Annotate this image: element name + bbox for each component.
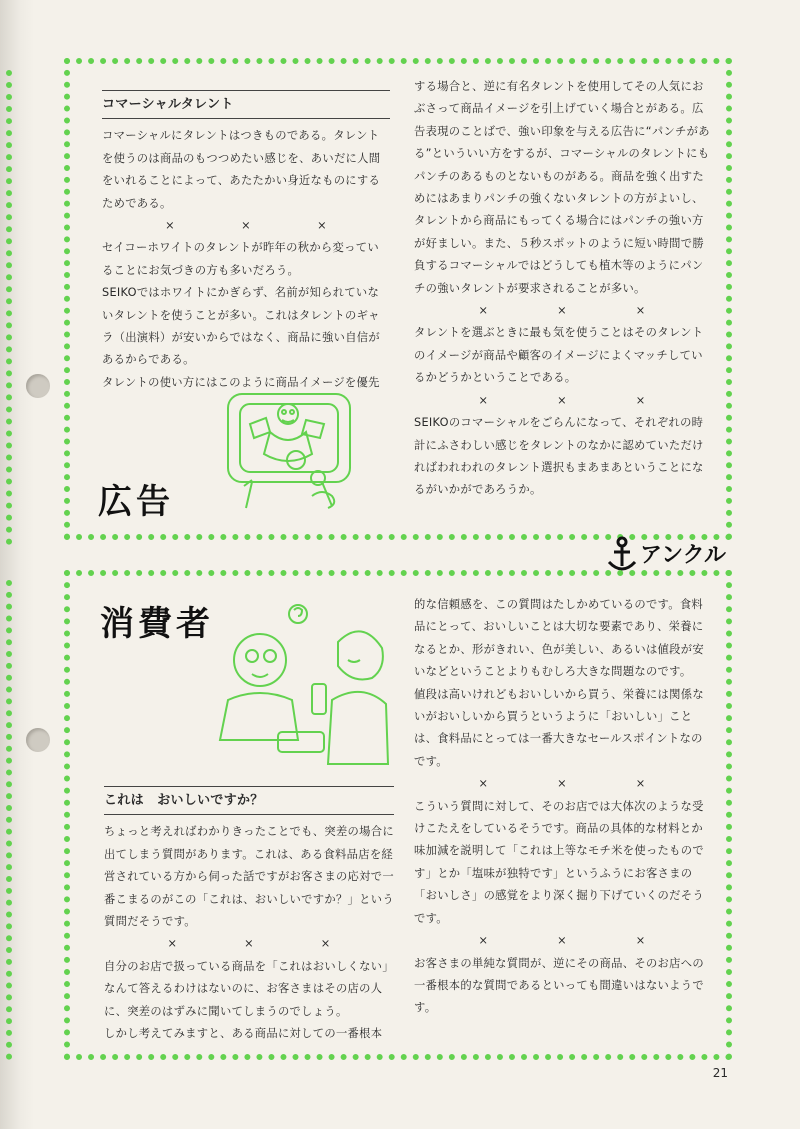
separator-mark: × [635, 393, 646, 407]
separator-mark: × [478, 934, 489, 948]
separator-row [414, 390, 710, 412]
separator-mark: × [317, 219, 327, 233]
ad-heading: コマーシャルタレント [102, 90, 390, 119]
consumer-section-title: 消費者 [100, 604, 214, 644]
ad-right-column [414, 76, 710, 502]
separator-mark: × [557, 777, 567, 791]
consumer-paragraph: こういう質問に対して、そのお店では大体次のような受けこたえをしているそうです。商品の具体的な材料とか味加減を説明して「これは上等なモチ米を使ったものです」とか「塩味が独特です」というふうにお客さまの「おいしさ」の感覚をより深く掘り下げていくのだそうです。 [414, 799, 704, 925]
ad-left-column [102, 90, 390, 394]
ad-paragraph: SEIKOではホワイトにかぎらず、名前が知られていないタレントを使うことが多い。これはタレントのギャラ（出演料）が安いからではなく、商品に強い自信があるからである。 [102, 286, 380, 367]
consumer-paragraph: 値段は高いけれどもおいしいから買う、栄養には関係ないがおいしいから買うというように「おいしい」ことは、食料品にとっては一番大きなセールスポイントなのです。 [414, 687, 704, 768]
separator-mark: × [478, 304, 489, 318]
ad-paragraph: コマーシャルにタレントはつきものである。タレントを使うのは商品のもつつめたい感じを、あいだに人間をいれることによって、あたたかい身近なものにするためである。 [102, 129, 381, 210]
consumer-heading: これは おいしいですか？ [104, 786, 394, 815]
page-number: 21 [712, 1066, 728, 1080]
separator-mark: × [557, 304, 567, 318]
separator-mark: × [557, 934, 567, 948]
ad-paragraph: SEIKOのコマーシャルをごらんになって、それぞれの時計にふさわしい感じをタレントのなかに認めていただければわれわれのタレント選択もまあまあということになるがいかがであろうか。 [414, 416, 704, 497]
tv-illustration [222, 386, 362, 518]
punch-hole-bottom [26, 728, 50, 752]
shoppers-illustration [212, 600, 392, 770]
separator-row [104, 933, 394, 955]
prev-page-border-top [6, 70, 12, 545]
brand-name: アンクル [640, 543, 727, 568]
separator-mark: × [165, 219, 175, 233]
separator-mark: × [320, 937, 331, 951]
punch-hole-top [26, 374, 50, 398]
separator-mark: × [635, 934, 646, 948]
ad-paragraph: セイコーホワイトのタレントが昨年の秋から変っていることにお気づきの方も多いだろう。 [102, 241, 379, 277]
separator-mark: × [478, 393, 489, 407]
prev-page-border-bottom [6, 580, 12, 1060]
separator-mark: × [244, 937, 254, 951]
consumer-paragraph: 自分のお店で扱っている商品を「これはおいしくない」なんて答えるわけはないのに、お客さまはその店の人に、突差のはずみに聞いてしまうのでしょう。 [104, 959, 394, 1018]
ad-paragraph: タレントの使い方にはこのように商品イメージを優先 [102, 375, 380, 389]
consumer-paragraph: ちょっと考えればわかりきったことでも、突差の場合に出てしまう質問があります。これは、ある食料品店を経営されている方から伺った話ですがお客さまの応対で一番こまるのがこの「これは、おいしいですか？」という質問だそうです。 [104, 825, 394, 929]
separator-row [414, 773, 710, 795]
separator-mark: × [478, 777, 489, 791]
separator-mark: × [241, 219, 251, 233]
ad-paragraph: タレントを選ぶときに最も気を使うことはそのタレントのイメージが商品や顧客のイメージによくマッチしているかどうかということである。 [414, 326, 704, 385]
anchor-icon [604, 536, 640, 574]
separator-mark: × [635, 777, 646, 791]
separator-mark: × [167, 937, 178, 951]
separator-row [414, 930, 710, 952]
separator-row [102, 215, 390, 237]
separator-mark: × [557, 393, 567, 407]
consumer-paragraph: お客さまの単純な質問が、逆にその商品、そのお店への一番根本的な質問であるといっても間違いはないようです。 [414, 956, 704, 1015]
ad-paragraph: する場合と、逆に有名タレントを使用してその人気におぶさって商品イメージを引上げていく場合とがある。広告表現のことばで、強い印象を与える広告に“パンチがある”といういい方をするが、コマーシャルのタレントにもパンチのあるものとないものがある。商品を強く出すためにはあまりパンチの強くないタレントの方がよいし、タレントから商品にもってくる場合にはパンチの強い方が好ましい。また、５秒スポットのように短い時間で勝負するコマーシャルではどうしても植木等のようにパンチの強いタレントが要求されることが多い。 [414, 80, 710, 295]
separator-mark: × [635, 304, 646, 318]
consumer-paragraph: 的な信頼感を、この質問はたしかめているのです。食料品にとって、おいしいことは大切な要素であり、栄養になるとか、形がきれい、色が美しい、あるいは値段が安いなどということよりもむしろ大きな問題なのです。 [414, 598, 704, 679]
consumer-paragraph: しかし考えてみますと、ある商品に対しての一番根本 [104, 1027, 383, 1041]
consumer-right-column [414, 594, 710, 1020]
consumer-left-column [104, 786, 394, 1045]
ad-section-title: 広告 [98, 482, 174, 522]
separator-row [414, 300, 710, 322]
